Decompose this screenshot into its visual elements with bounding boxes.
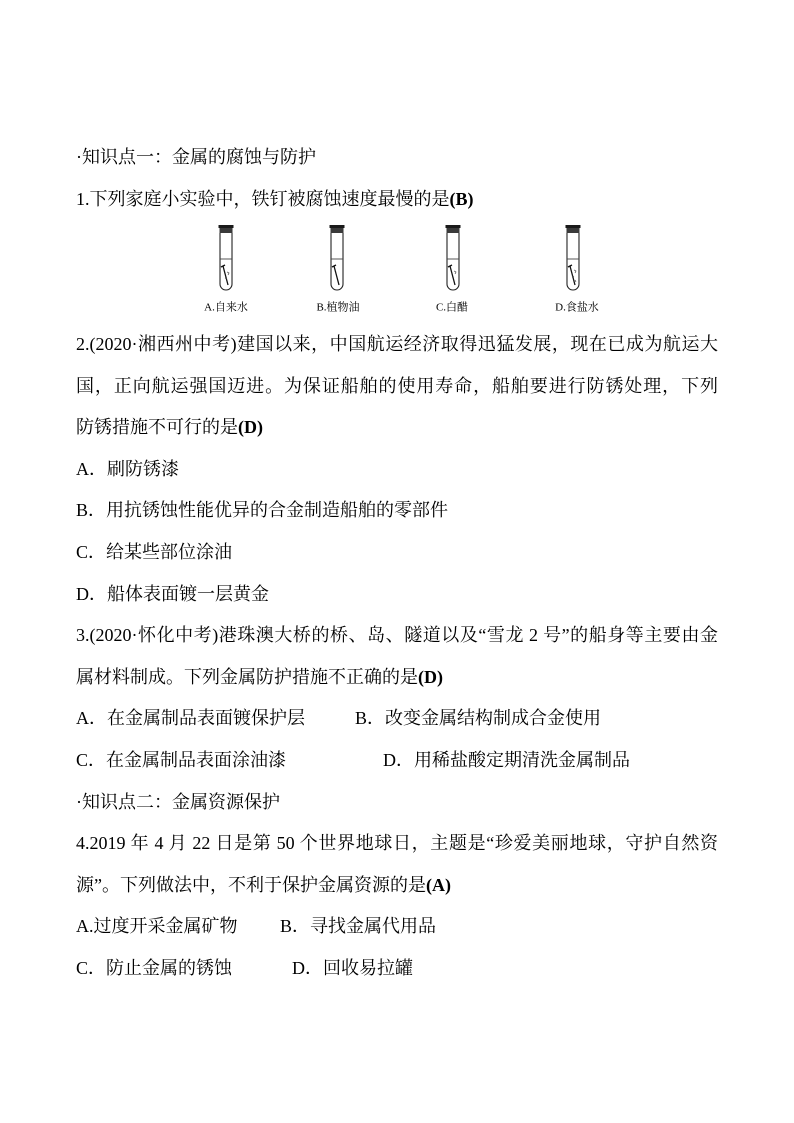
question-3-stem-text: 属材料制成。下列金属防护措施不正确的是 (76, 666, 418, 687)
iron-nail (570, 266, 575, 285)
question-2-option-d: D．船体表面镀一层黄金 (76, 583, 269, 604)
iron-nail (223, 266, 228, 285)
iron-nail (334, 266, 339, 285)
question-2-stem-line-2: 国，正向航运强国迈进。为保证船舶的使用寿命，船舶要进行防锈处理，下列 (76, 375, 718, 396)
question-3-option-a: A．在金属制品表面镀保护层 (76, 708, 305, 729)
nail-head (448, 265, 452, 267)
question-2-answer: (D) (238, 417, 263, 438)
tube-stopper (566, 228, 579, 233)
test-tube-a (219, 225, 234, 290)
question-4-stem-text: 源”。下列做法中，不利于保护金属资源的是 (76, 874, 426, 895)
question-2-stem-line-1: 2.(2020·湘西州中考)建国以来，中国航运经济取得迅猛发展，现在已成为航运大 (76, 333, 718, 354)
tube-stopper (220, 228, 233, 233)
tube-stopper-lip (219, 225, 234, 228)
tube-label-d: D.食盐水 (555, 301, 599, 314)
question-4-stem-line-1: 4.2019 年 4 月 22 日是第 50 个世界地球日，主题是“珍爱美丽地球，守护自然资 (76, 833, 718, 854)
tube-stopper (331, 228, 344, 233)
test-tube-c (445, 225, 460, 290)
question-4-option-d: D．回收易拉罐 (292, 957, 413, 978)
question-3-options-row-2 (76, 740, 718, 782)
question-3-option-c: C．在金属制品表面涂油漆 (76, 749, 287, 770)
question-3-stem-line-2 (76, 657, 718, 699)
question-4-options-row-1 (76, 906, 718, 948)
question-2-stem-line-3 (76, 407, 718, 449)
tube-glass (567, 233, 579, 290)
question-4-option-c: C．防止金属的锈蚀 (76, 957, 233, 978)
question-2-option-c: C．给某些部位涂油 (76, 541, 233, 562)
section-heading-1: ·知识点一：金属的腐蚀与防护 (76, 147, 316, 168)
question-1-stem (76, 179, 718, 221)
tube-label-c: C.白醋 (435, 301, 469, 314)
question-3-option-d: D．用稀盐酸定期清洗金属制品 (383, 749, 630, 770)
tube-glass (220, 233, 232, 290)
question-2-option-a: A．刷防锈漆 (76, 458, 179, 479)
question-4-option-a: A.过度开采金属矿物 (76, 916, 238, 937)
question-2-stem-text: 防锈措施不可行的是 (76, 417, 238, 438)
question-3-option-b: B．改变金属结构制成合金使用 (355, 708, 602, 729)
question-1-stem-text: 1.下列家庭小实验中，铁钉被腐蚀速度最慢的是 (76, 188, 450, 209)
question-4-answer: (A) (426, 874, 451, 895)
worksheet-content (76, 137, 718, 989)
question-4-stem-line-2 (76, 865, 718, 907)
tube-stopper-lip (565, 225, 580, 228)
question-3-answer: (D) (418, 666, 443, 687)
section-heading-2: ·知识点二：金属资源保护 (76, 791, 280, 812)
tube-label-b: B.植物油 (316, 301, 360, 314)
tube-stopper (446, 228, 459, 233)
tube-glass (331, 233, 343, 290)
question-4-options-row-2 (76, 948, 718, 990)
test-tube-diagram (76, 220, 718, 324)
question-3-stem-line-1: 3.(2020·怀化中考)港珠澳大桥的桥、岛、隧道以及“雪龙 2 号”的船身等主要由金 (76, 625, 718, 646)
nail-head (568, 265, 572, 267)
test-tube-d (565, 225, 580, 290)
test-tube-b (330, 225, 345, 290)
tube-stopper-lip (330, 225, 345, 228)
tube-label-a: A.自来水 (204, 301, 248, 314)
question-4-option-b: B．寻找金属代用品 (280, 916, 437, 937)
iron-nail (450, 266, 455, 285)
tube-stopper-lip (445, 225, 460, 228)
test-tube-figure (76, 220, 718, 324)
tube-glass (447, 233, 459, 290)
question-2-option-b: B．用抗锈蚀性能优异的合金制造船舶的零部件 (76, 500, 449, 521)
question-3-options-row-1 (76, 698, 718, 740)
nail-head (221, 265, 225, 267)
question-1-answer: (B) (449, 188, 474, 209)
nail-head (332, 265, 336, 267)
